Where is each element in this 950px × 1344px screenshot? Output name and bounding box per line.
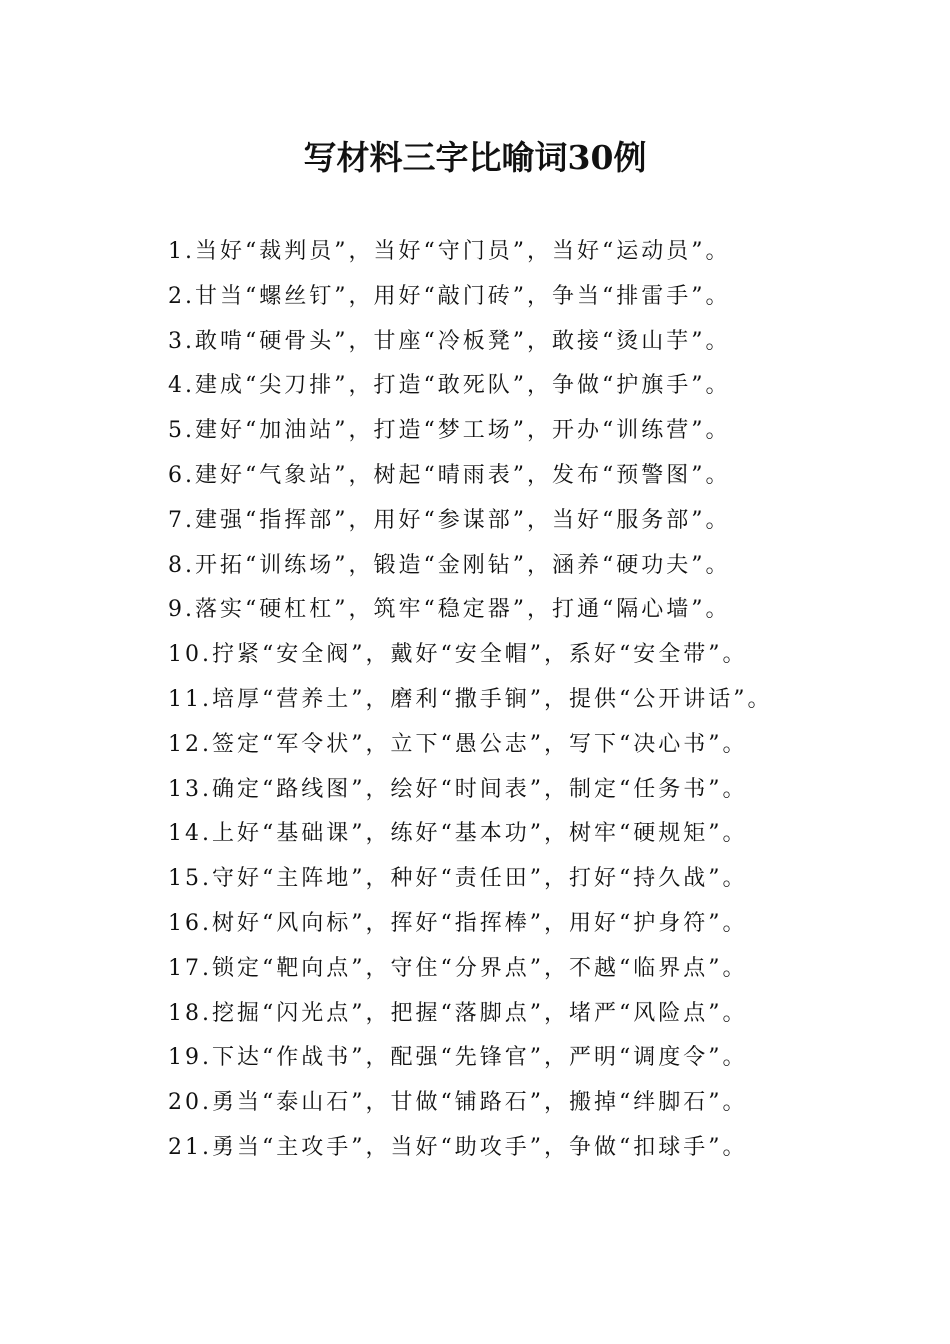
list-item: 17.锁定“靶向点”，守住“分界点”，不越“临界点”。 [168,955,748,981]
list-item: 15.守好“主阵地”，种好“责任田”，打好“持久战”。 [168,866,748,892]
list-item: 9.落实“硬杠杠”，筑牢“稳定器”，打通“隔心墙”。 [168,597,731,623]
metaphor-list [168,230,928,1171]
list-item: 3.敢啃“硬骨头”，甘座“冷板凳”，敢接“烫山芋”。 [168,328,731,354]
list-item: 14.上好“基础课”，练好“基本功”，树牢“硬规矩”。 [168,821,748,847]
list-item: 11.培厚“营养土”，磨利“撒手锏”，提供“公开讲话”。 [168,686,773,712]
list-item: 6.建好“气象站”，树起“晴雨表”，发布“预警图”。 [168,462,731,488]
list-item: 8.开拓“训练场”，锻造“金刚钻”，涵养“硬功夫”。 [168,552,731,578]
list-item: 5.建好“加油站”，打造“梦工场”，开办“训练营”。 [168,418,731,444]
list-item: 20.勇当“泰山石”，甘做“铺路石”，搬掉“绊脚石”。 [168,1090,748,1116]
list-item: 21.勇当“主攻手”，当好“助攻手”，争做“扣球手”。 [168,1134,748,1160]
list-item: 12.签定“军令状”，立下“愚公志”，写下“决心书”。 [168,731,748,757]
list-item: 7.建强“指挥部”，用好“参谋部”，当好“服务部”。 [168,507,731,533]
list-item: 10.拧紧“安全阀”，戴好“安全帽”，系好“安全带”。 [168,642,748,668]
list-item: 19.下达“作战书”，配强“先锋官”，严明“调度令”。 [168,1045,748,1071]
list-item: 18.挖掘“闪光点”，把握“落脚点”，堵严“风险点”。 [168,1000,748,1026]
list-item: 16.树好“风向标”，挥好“指挥棒”，用好“护身符”。 [168,910,748,936]
list-item: 2.甘当“螺丝钉”，用好“敲门砖”，争当“排雷手”。 [168,283,731,309]
list-item: 13.确定“路线图”，绘好“时间表”，制定“任务书”。 [168,776,748,802]
document-title: 写材料三字比喻词30例 [303,138,647,177]
list-item: 4.建成“尖刀排”，打造“敢死队”，争做“护旗手”。 [168,373,731,399]
list-item: 1.当好“裁判员”，当好“守门员”，当好“运动员”。 [168,239,731,264]
